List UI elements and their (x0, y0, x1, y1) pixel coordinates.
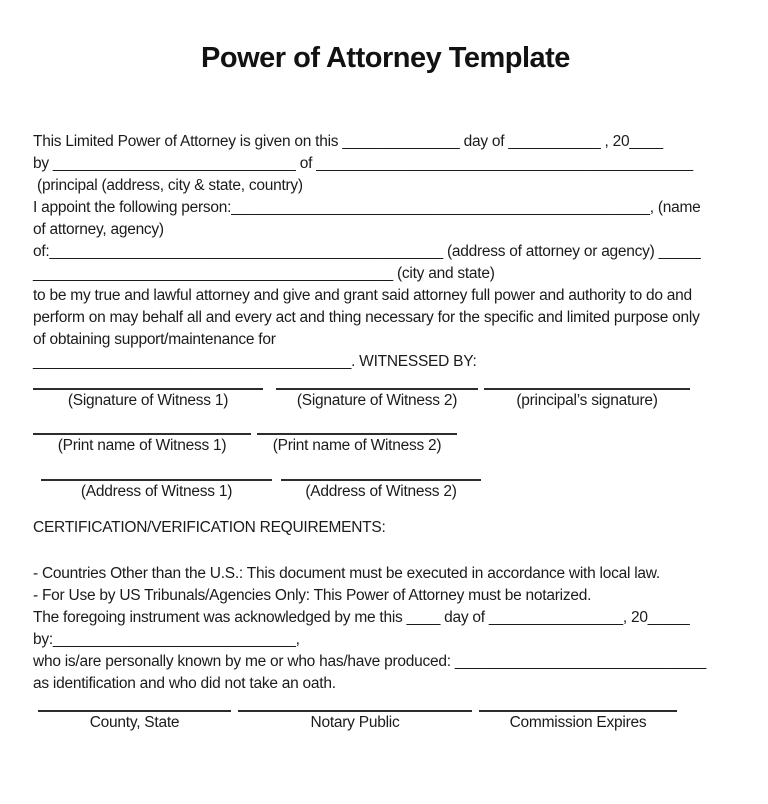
witness-1-address-field (41, 466, 272, 503)
intro-line-grant-1: to be my true and lawful attorney and give and grant said attorney full power and authority to do and (33, 287, 692, 304)
witness-2-print-name-line (257, 420, 457, 435)
witness-2-print-name-label: (Print name of Witness 2) (272, 437, 442, 454)
witness-1-signature-label: (Signature of Witness 1) (67, 392, 229, 409)
witness-2-address-label: (Address of Witness 2) (305, 483, 457, 500)
witness-2-print-name-field (257, 420, 457, 457)
commission-expires-line (479, 697, 677, 712)
witness-signatures-row (33, 375, 738, 412)
intro-line-principal-caption: (principal (address, city & state, country) (33, 177, 303, 194)
certification-line-by-blank: by:_____________________________, (33, 631, 300, 648)
witness-2-address-field (281, 466, 481, 503)
witness-2-address-line (281, 466, 481, 481)
witness-1-print-name-label: (Print name of Witness 1) (57, 437, 227, 454)
intro-line-attorney-caption: of attorney, agency) (33, 221, 164, 238)
intro-line-appoint: I appoint the following person:__________________________________________________, (name (33, 199, 701, 216)
notary-public-field (238, 697, 472, 734)
witness-1-address-line (41, 466, 272, 481)
county-state-line (38, 697, 231, 712)
intro-line-principal-blank: by _____________________________ of _____________________________________________ (33, 155, 693, 172)
witness-1-address-label: (Address of Witness 1) (80, 483, 233, 500)
county-state-label: County, State (89, 714, 180, 731)
county-state-field (38, 697, 231, 734)
commission-expires-label: Commission Expires (509, 714, 647, 731)
witness-addresses-row (41, 466, 738, 503)
intro-line-attorney-address: of:_______________________________________________ (address of attorney or agency) _____ (33, 243, 701, 260)
notary-public-line (238, 697, 472, 712)
witness-2-signature-field (276, 375, 478, 412)
certification-line-produced: who is/are personally known by me or who has/have produced: ______________________________ (33, 653, 706, 670)
notary-public-label: Notary Public (310, 714, 400, 731)
certification-paragraph (33, 563, 738, 695)
certification-line-oath: as identification and who did not take an oath. (33, 675, 336, 692)
notary-row (38, 697, 738, 734)
commission-expires-field (479, 697, 677, 734)
intro-line-purpose: of obtaining support/maintenance for (33, 331, 276, 348)
intro-paragraph (33, 131, 738, 373)
principal-signature-field (484, 375, 690, 412)
document-title: Power of Attorney Template (201, 42, 570, 74)
principal-signature-line (484, 375, 690, 390)
witness-1-print-name-field (33, 420, 251, 457)
witness-1-print-name-line (33, 420, 251, 435)
witness-1-signature-line (33, 375, 263, 390)
witness-1-signature-field (33, 375, 263, 412)
intro-line-date: This Limited Power of Attorney is given on this ______________ day of ___________ , 20____ (33, 133, 663, 150)
witness-2-signature-label: (Signature of Witness 2) (296, 392, 458, 409)
witness-2-signature-line (276, 375, 478, 390)
intro-line-grant-2: perform on may behalf all and every act and thing necessary for the specific and limited purpose only (33, 309, 700, 326)
certification-line-tribunals: - For Use by US Tribunals/Agencies Only: This Power of Attorney must be notarized. (33, 587, 592, 604)
certification-line-acknowledged: The foregoing instrument was acknowledged by me this ____ day of ________________, 20_____ (33, 609, 690, 626)
intro-line-city-state: ___________________________________________ (city and state) (33, 265, 495, 282)
principal-signature-label: (principal’s signature) (516, 392, 658, 409)
intro-line-witnessed-by: ______________________________________. WITNESSED BY: (33, 353, 477, 370)
witness-print-names-row (33, 420, 738, 457)
certification-line-countries: - Countries Other than the U.S.: This document must be executed in accordance with local law. (33, 565, 660, 582)
certification-heading: CERTIFICATION/VERIFICATION REQUIREMENTS: (33, 519, 386, 536)
